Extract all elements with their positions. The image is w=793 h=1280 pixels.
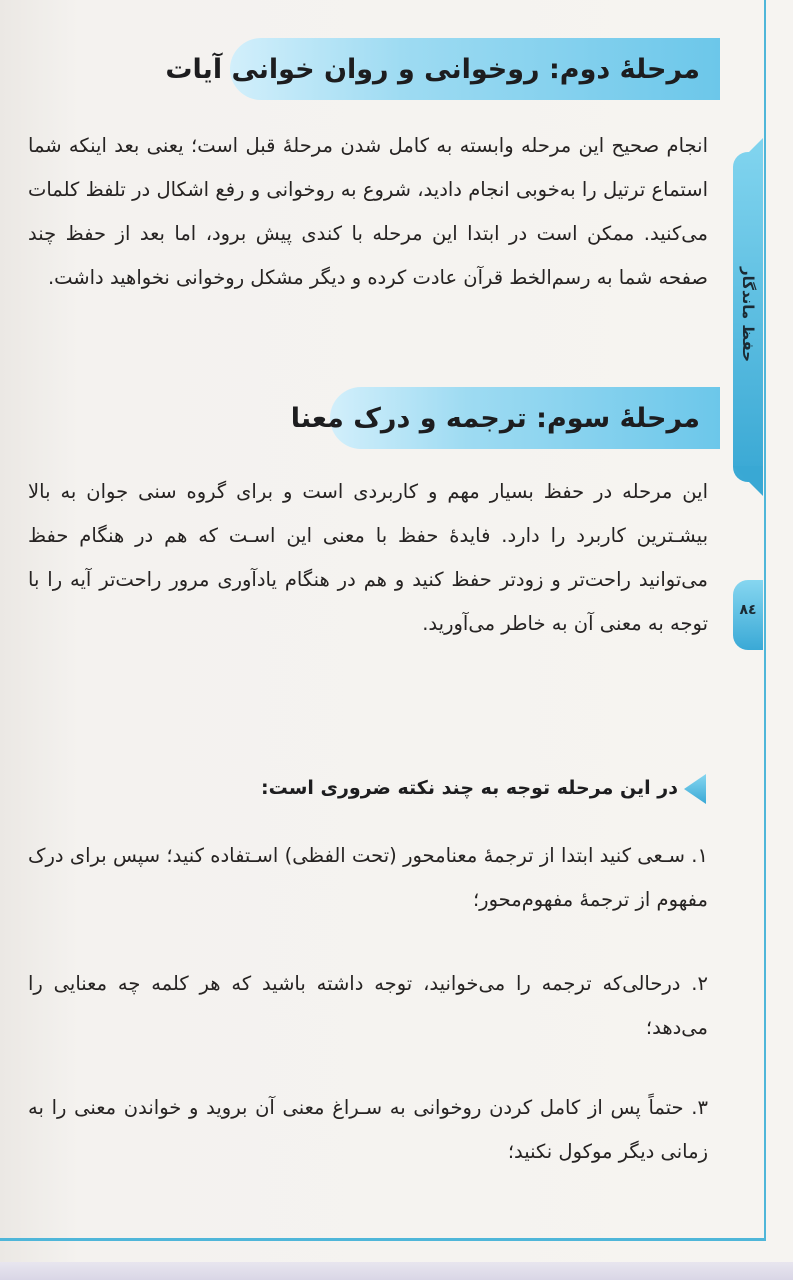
triangle-bullet-icon: [684, 774, 706, 804]
paragraph-stage-two: انجام صحیح این مرحله وابسته به کامل شدن مرحلهٔ قبل است؛ یعنی بعد اینکه شما استماع ترتیل را به‌خوبی انجام دادید، شروع به روخوانی و رفع اشکال در تلفظ کلمات می‌کنید. ممکن است در ابتدا این مرحله با کندی پیش برود، اما بعد از حفظ چند صفحه شما به رسم‌الخط قرآن عادت کرده و دیگر مشکل روخوانی نخواهید داشت.: [28, 134, 708, 289]
page-edge: [0, 1262, 793, 1280]
note-item: ۲. درحالی‌که ترجمه را می‌خوانید، توجه داشته باشید که هر کلمه چه معنایی را می‌دهد؛: [28, 972, 708, 1039]
side-tab-cap-bottom: [733, 466, 763, 496]
note-item: ۱. سـعی کنید ابتدا از ترجمهٔ معنامحور (تحت الفظی) اسـتفاده کنید؛ سپس برای درک مفهوم از ترجمهٔ مفهوم‌محور؛: [28, 844, 708, 911]
section-title: مرحلهٔ دوم: روخوانی و روان خوانی آیات: [165, 53, 700, 85]
note-item: ۳. حتماً پس از کامل کردن روخوانی به سـراغ معنی آن بروید و خواندن معنی را به زمانی دیگر موکول نکنید؛: [28, 1096, 708, 1163]
bottom-rule: [0, 1238, 766, 1241]
page-number: ۸٤: [739, 602, 757, 618]
section-title: مرحلهٔ سوم: ترجمه و درک معنا: [290, 402, 700, 434]
paragraph-stage-three: این مرحله در حفظ بسیار مهم و کاربردی است و برای گروه سنی جوان به بالا بیشـترین کاربرد را دارد. فایدهٔ حفظ با معنی این اسـت که هم در هنگام حفظ می‌توانید راحت‌تر و زودتر حفظ کنید و هم در هنگام یادآوری مرور راحت‌تر آیه را با توجه به معنی آن به خاطر می‌آورید.: [28, 480, 708, 635]
margin-rail: [764, 0, 766, 1238]
notes-intro: در این مرحله توجه به چند نکته ضروری است:: [261, 777, 678, 799]
section-header-stage-three: [290, 387, 720, 449]
side-tab-label: حفظ ماندگار: [739, 267, 757, 363]
section-header-stage-two: [165, 38, 720, 100]
